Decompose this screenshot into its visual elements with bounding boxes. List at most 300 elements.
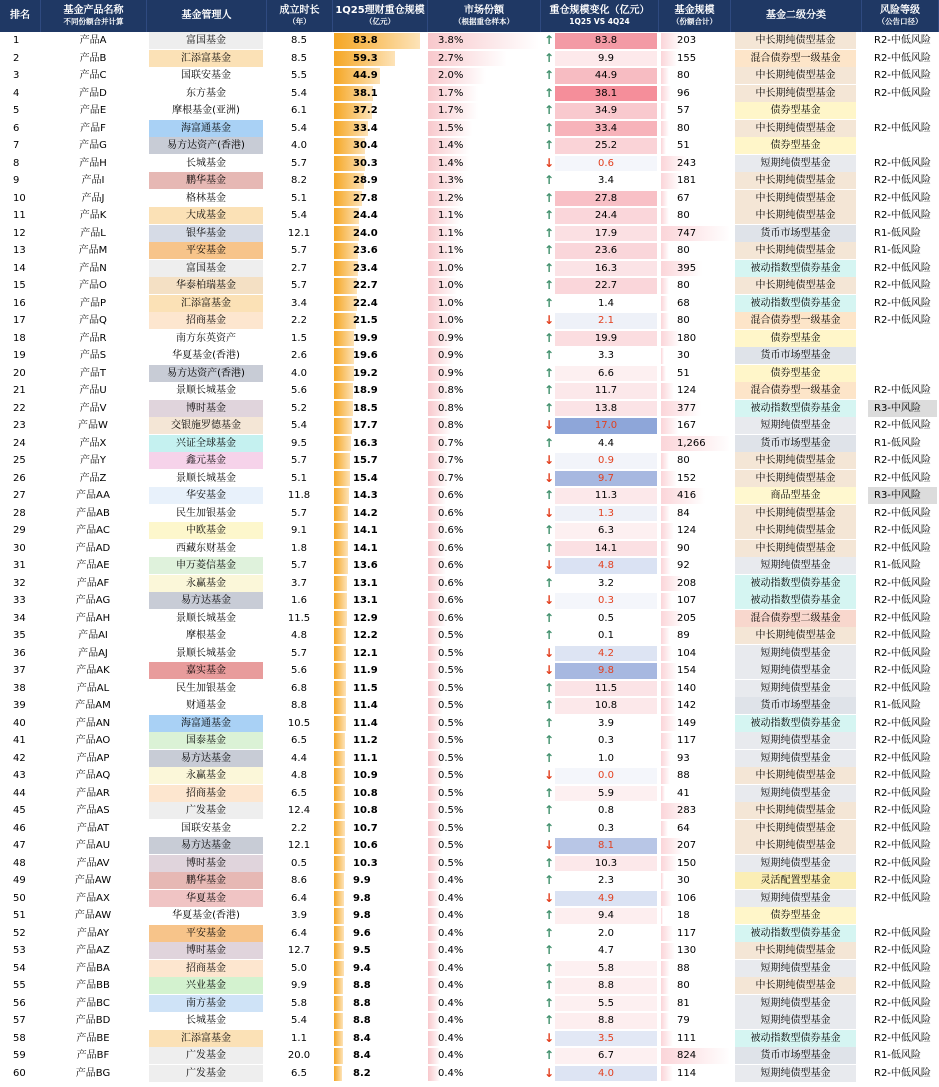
- category-cell: [731, 225, 862, 243]
- scale-cell: [333, 820, 428, 838]
- category-label: 被动指数型债券基金: [735, 295, 856, 312]
- share-value: 0.6%: [438, 612, 464, 624]
- product-cell: [41, 785, 147, 803]
- share-cell: [428, 400, 541, 418]
- scale-cell: [333, 1047, 428, 1065]
- change-value: 3.9: [598, 717, 614, 729]
- rank-cell: [0, 435, 41, 453]
- fund-size-value: 140: [677, 682, 697, 694]
- risk-cell: [862, 575, 939, 593]
- product-cell: [41, 645, 147, 663]
- share-cell: [428, 715, 541, 733]
- risk-label: R2-中低风险: [874, 805, 931, 817]
- risk-label: R2-中低风险: [874, 525, 931, 537]
- change-cell: [541, 312, 659, 330]
- manager-cell: [147, 942, 267, 960]
- share-value: 0.5%: [438, 735, 464, 747]
- rank-cell: [0, 452, 41, 470]
- rank-cell: [0, 67, 41, 85]
- risk-label: R2-中低风险: [874, 787, 931, 799]
- category-cell: [731, 942, 862, 960]
- change-cell: [541, 242, 659, 260]
- scale-cell: [333, 925, 428, 943]
- change-cell: [541, 715, 659, 733]
- category-label: 货币市场型基金: [735, 225, 856, 242]
- share-value: 0.6%: [438, 595, 464, 607]
- category-cell: [731, 872, 862, 890]
- scale-cell: [333, 382, 428, 400]
- risk-cell: [862, 365, 939, 383]
- age-value: 4.8: [291, 770, 307, 782]
- category-cell: [731, 50, 862, 68]
- category-label: 短期纯债型基金: [735, 645, 856, 662]
- rank-cell: [0, 120, 41, 138]
- share-value: 0.8%: [438, 385, 464, 397]
- up-arrow-icon: ↑: [543, 85, 555, 100]
- change-cell: [541, 1047, 659, 1065]
- age-cell: [267, 1065, 333, 1083]
- share-cell: [428, 522, 541, 540]
- header-category-label: 基金二级分类: [766, 10, 826, 21]
- manager-name: 长城基金: [186, 1015, 226, 1027]
- age-value: 2.7: [291, 262, 307, 274]
- fund-size-value: 1,266: [677, 437, 706, 449]
- table-row: [0, 32, 939, 50]
- age-value: 9.5: [291, 437, 307, 449]
- product-cell: [41, 207, 147, 225]
- risk-cell: [862, 1012, 939, 1030]
- up-arrow-icon: ↑: [543, 925, 555, 940]
- risk-label: [868, 102, 937, 119]
- manager-name: 华夏基金(香港): [172, 910, 240, 922]
- risk-cell: [862, 452, 939, 470]
- category-cell: [731, 697, 862, 715]
- manager-name: 招商基金: [149, 785, 263, 802]
- header-change: [541, 0, 659, 32]
- share-value: 0.9%: [438, 367, 464, 379]
- manager-cell: [147, 67, 267, 85]
- table-row: [0, 820, 939, 838]
- scale-value: 14.3: [353, 490, 378, 502]
- change-value: 2.1: [598, 315, 614, 327]
- share-value: 0.5%: [438, 805, 464, 817]
- table-row: [0, 1065, 939, 1083]
- age-cell: [267, 662, 333, 680]
- change-value: 6.3: [598, 525, 614, 537]
- share-cell: [428, 470, 541, 488]
- manager-name: 大成基金: [149, 207, 263, 224]
- rank-cell: [0, 802, 41, 820]
- fund-size-value: 80: [677, 122, 690, 134]
- category-cell: [731, 172, 862, 190]
- change-value: 11.7: [594, 385, 618, 397]
- down-arrow-icon: ↓: [543, 558, 555, 572]
- share-value: 1.0%: [438, 280, 464, 292]
- table-row: [0, 190, 939, 208]
- product-name: 产品Z: [79, 472, 107, 484]
- up-arrow-icon: ↑: [543, 1013, 555, 1027]
- rank-value: 43: [13, 770, 26, 782]
- change-value: 3.5: [598, 1032, 614, 1044]
- manager-name: 平安基金: [149, 242, 263, 259]
- change-cell: [541, 907, 659, 925]
- age-cell: [267, 330, 333, 348]
- manager-cell: [147, 977, 267, 995]
- table-row: [0, 732, 939, 750]
- category-label: 被动指数型债券基金: [735, 925, 856, 942]
- table-row: [0, 1030, 939, 1048]
- share-cell: [428, 960, 541, 978]
- fund-size-value: 107: [677, 595, 697, 607]
- up-arrow-icon: ↑: [543, 978, 555, 992]
- table-row: [0, 242, 939, 260]
- scale-cell: [333, 855, 428, 873]
- risk-label: R3-中风险: [868, 487, 937, 504]
- risk-label: R2-中低风险: [874, 770, 931, 782]
- up-arrow-icon: ↑: [543, 50, 555, 65]
- fund-size-cell: [659, 522, 731, 540]
- scale-value: 9.5: [353, 945, 371, 957]
- table-row: [0, 907, 939, 925]
- share-value: 0.5%: [438, 717, 464, 729]
- scale-cell: [333, 260, 428, 278]
- manager-name: 民生加银基金: [176, 682, 236, 694]
- category-cell: [731, 505, 862, 523]
- rank-cell: [0, 137, 41, 155]
- manager-cell: [147, 557, 267, 575]
- manager-cell: [147, 820, 267, 838]
- age-cell: [267, 505, 333, 523]
- age-cell: [267, 925, 333, 943]
- table-row: [0, 942, 939, 960]
- age-value: 4.0: [291, 140, 307, 152]
- header-product-label: 基金产品名称: [63, 5, 124, 16]
- rank-cell: [0, 487, 41, 505]
- scale-cell: [333, 207, 428, 225]
- change-value: 9.9: [598, 52, 614, 64]
- risk-cell: [862, 732, 939, 750]
- up-arrow-icon: ↑: [543, 260, 555, 275]
- product-cell: [41, 330, 147, 348]
- change-cell: [541, 1065, 659, 1083]
- table-row: [0, 750, 939, 768]
- age-value: 5.8: [291, 997, 307, 1009]
- table-row: [0, 680, 939, 698]
- change-cell: [541, 225, 659, 243]
- category-label: 中长期纯债型基金: [735, 85, 856, 102]
- share-cell: [428, 907, 541, 925]
- category-cell: [731, 487, 862, 505]
- change-cell: [541, 522, 659, 540]
- share-value: 0.4%: [438, 962, 464, 974]
- share-value: 0.5%: [438, 630, 464, 642]
- scale-cell: [333, 890, 428, 908]
- product-name: 产品AI: [78, 630, 108, 642]
- scale-value: 10.8: [353, 805, 378, 817]
- risk-label: R2-中低风险: [874, 280, 931, 292]
- rank-cell: [0, 680, 41, 698]
- manager-name: 鹏华基金: [149, 872, 263, 889]
- category-label: 货币市场型基金: [735, 1047, 856, 1064]
- product-name: 产品AT: [76, 822, 110, 834]
- manager-name: 景顺长城基金: [176, 647, 236, 659]
- age-value: 12.7: [287, 945, 311, 957]
- table-row: [0, 837, 939, 855]
- manager-name: 易方达基金: [149, 750, 263, 767]
- product-cell: [41, 347, 147, 365]
- fund-size-cell: [659, 417, 731, 435]
- header-manager: [147, 0, 267, 32]
- change-cell: [541, 925, 659, 943]
- risk-cell: [862, 697, 939, 715]
- share-value: 0.9%: [438, 350, 464, 362]
- age-cell: [267, 680, 333, 698]
- manager-cell: [147, 750, 267, 768]
- share-cell: [428, 487, 541, 505]
- scale-cell: [333, 312, 428, 330]
- share-cell: [428, 295, 541, 313]
- category-cell: [731, 680, 862, 698]
- age-value: 9.1: [291, 525, 307, 537]
- product-name: 产品Q: [79, 315, 107, 327]
- product-name: 产品AV: [76, 857, 110, 869]
- change-cell: [541, 645, 659, 663]
- change-cell: [541, 417, 659, 435]
- change-value: 13.8: [594, 402, 618, 414]
- scale-cell: [333, 1030, 428, 1048]
- manager-cell: [147, 1030, 267, 1048]
- category-cell: [731, 312, 862, 330]
- risk-label: R2-中低风险: [874, 35, 931, 47]
- manager-cell: [147, 470, 267, 488]
- rank-cell: [0, 662, 41, 680]
- rank-cell: [0, 592, 41, 610]
- category-cell: [731, 435, 862, 453]
- change-value: 1.3: [598, 507, 614, 519]
- risk-label: R1-低风险: [874, 700, 921, 712]
- header-fund-size: [659, 0, 731, 32]
- fund-size-value: 80: [677, 210, 690, 222]
- risk-label: R2-中低风险: [874, 1032, 931, 1044]
- header-risk-sub: （公告口径）: [877, 17, 923, 26]
- risk-cell: [862, 995, 939, 1013]
- fund-size-cell: [659, 575, 731, 593]
- age-value: 11.8: [287, 490, 311, 502]
- fund-size-cell: [659, 645, 731, 663]
- age-value: 5.4: [291, 122, 307, 134]
- fund-size-cell: [659, 382, 731, 400]
- rank-cell: [0, 995, 41, 1013]
- category-cell: [731, 767, 862, 785]
- table-row: [0, 400, 939, 418]
- scale-value: 14.1: [353, 525, 378, 537]
- age-value: 6.5: [291, 735, 307, 747]
- change-cell: [541, 802, 659, 820]
- manager-name: 长城基金: [186, 157, 226, 169]
- risk-label: R2-中低风险: [874, 70, 931, 82]
- risk-label: [868, 330, 937, 347]
- rank-cell: [0, 85, 41, 103]
- fund-size-value: 80: [677, 70, 690, 82]
- rank-cell: [0, 890, 41, 908]
- fund-size-cell: [659, 942, 731, 960]
- table-row: [0, 960, 939, 978]
- fund-size-value: 111: [677, 1032, 697, 1044]
- fund-size-value: 205: [677, 612, 697, 624]
- category-cell: [731, 592, 862, 610]
- product-name: 产品AJ: [78, 647, 108, 659]
- rank-value: 48: [13, 857, 26, 869]
- change-cell: [541, 1030, 659, 1048]
- manager-cell: [147, 925, 267, 943]
- product-cell: [41, 172, 147, 190]
- fund-size-cell: [659, 435, 731, 453]
- fund-size-value: 117: [677, 927, 697, 939]
- manager-name: 格林基金: [186, 192, 226, 204]
- product-name: 产品AR: [76, 787, 110, 799]
- age-value: 1.5: [291, 332, 307, 344]
- category-cell: [731, 400, 862, 418]
- risk-cell: [862, 627, 939, 645]
- risk-cell: [862, 137, 939, 155]
- scale-cell: [333, 435, 428, 453]
- scale-cell: [333, 680, 428, 698]
- change-value: 5.5: [598, 997, 614, 1009]
- age-cell: [267, 977, 333, 995]
- risk-cell: [862, 942, 939, 960]
- age-cell: [267, 715, 333, 733]
- manager-cell: [147, 172, 267, 190]
- rank-value: 38: [13, 682, 26, 694]
- product-name: 产品R: [79, 332, 107, 344]
- scale-cell: [333, 942, 428, 960]
- category-cell: [731, 837, 862, 855]
- product-cell: [41, 487, 147, 505]
- category-cell: [731, 732, 862, 750]
- manager-name: 招商基金: [149, 312, 263, 329]
- change-cell: [541, 435, 659, 453]
- category-label: 中长期纯债型基金: [735, 522, 856, 539]
- rank-value: 12: [13, 227, 26, 239]
- age-cell: [267, 610, 333, 628]
- share-cell: [428, 575, 541, 593]
- change-value: 33.4: [594, 122, 618, 134]
- change-value: 23.6: [594, 245, 618, 257]
- rank-value: 17: [13, 315, 26, 327]
- rank-value: 19: [13, 350, 26, 362]
- fund-size-cell: [659, 1065, 731, 1083]
- scale-value: 22.4: [353, 297, 378, 309]
- table-row: [0, 890, 939, 908]
- age-cell: [267, 540, 333, 558]
- scale-cell: [333, 1065, 428, 1083]
- manager-name: 广发基金: [149, 1047, 263, 1064]
- age-value: 8.2: [291, 175, 307, 187]
- risk-cell: [862, 557, 939, 575]
- product-cell: [41, 820, 147, 838]
- age-cell: [267, 855, 333, 873]
- risk-label: R2-中低风险: [874, 455, 931, 467]
- table-row: [0, 417, 939, 435]
- table-row: [0, 925, 939, 943]
- manager-name: 易方达基金: [149, 592, 263, 609]
- fund-size-cell: [659, 662, 731, 680]
- share-value: 0.6%: [438, 542, 464, 554]
- risk-cell: [862, 522, 939, 540]
- scale-value: 9.8: [353, 910, 371, 922]
- table-row: [0, 260, 939, 278]
- product-cell: [41, 750, 147, 768]
- manager-cell: [147, 400, 267, 418]
- share-cell: [428, 85, 541, 103]
- product-name: 产品T: [79, 367, 107, 379]
- scale-cell: [333, 400, 428, 418]
- change-value: 2.0: [598, 927, 614, 939]
- fund-size-cell: [659, 1030, 731, 1048]
- fund-size-value: 155: [677, 52, 697, 64]
- product-name: 产品BA: [76, 962, 110, 974]
- up-arrow-icon: ↑: [543, 208, 555, 222]
- header-scale: [333, 0, 428, 32]
- manager-cell: [147, 1012, 267, 1030]
- age-value: 6.5: [291, 787, 307, 799]
- age-cell: [267, 802, 333, 820]
- age-cell: [267, 487, 333, 505]
- fund-size-cell: [659, 750, 731, 768]
- age-cell: [267, 785, 333, 803]
- product-name: 产品AG: [75, 595, 111, 607]
- risk-cell: [862, 330, 939, 348]
- table-row: [0, 330, 939, 348]
- product-cell: [41, 417, 147, 435]
- risk-label: R2-中低风险: [874, 840, 931, 852]
- header-category: [731, 0, 862, 32]
- product-name: 产品AL: [76, 682, 110, 694]
- scale-value: 9.4: [353, 962, 371, 974]
- fund-size-value: 18: [677, 910, 690, 922]
- risk-cell: [862, 382, 939, 400]
- change-value: 38.1: [594, 87, 618, 99]
- category-label: 中长期纯债型基金: [735, 540, 856, 557]
- age-cell: [267, 837, 333, 855]
- change-cell: [541, 137, 659, 155]
- scale-value: 8.8: [353, 1015, 371, 1027]
- fund-size-value: 93: [677, 752, 690, 764]
- manager-name: 银华基金: [149, 225, 263, 242]
- category-label: 灵活配置型基金: [735, 872, 856, 889]
- age-cell: [267, 470, 333, 488]
- change-cell: [541, 347, 659, 365]
- header-age: [267, 0, 333, 32]
- share-cell: [428, 767, 541, 785]
- category-cell: [731, 820, 862, 838]
- scale-cell: [333, 347, 428, 365]
- share-cell: [428, 330, 541, 348]
- down-arrow-icon: ↓: [543, 1065, 555, 1080]
- scale-cell: [333, 277, 428, 295]
- change-cell: [541, 750, 659, 768]
- fund-size-cell: [659, 890, 731, 908]
- change-value: 11.3: [594, 490, 618, 502]
- rank-cell: [0, 522, 41, 540]
- product-cell: [41, 242, 147, 260]
- share-cell: [428, 592, 541, 610]
- fund-size-cell: [659, 242, 731, 260]
- risk-cell: [862, 662, 939, 680]
- product-name: 产品K: [79, 210, 107, 222]
- product-name: 产品N: [79, 262, 107, 274]
- change-cell: [541, 767, 659, 785]
